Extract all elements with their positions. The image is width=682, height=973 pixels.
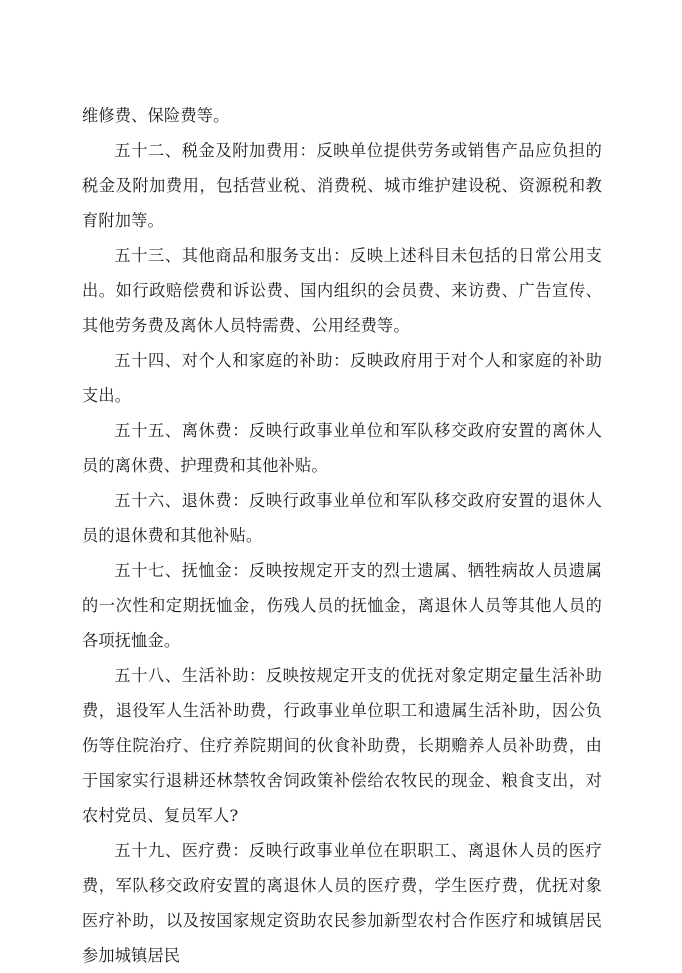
document-body	[82, 98, 602, 973]
paragraph-item-58: 五十八、生活补助：反映按规定开支的优抚对象定期定量生活补助费，退役军人生活补助费，行政事业单位职工和遗属生活补助，因公负伤等住院治疗、住疗养院期间的伙食补助费，长期赡养人员补助费，由于国家实行退耕还林禁牧舍饲政策补偿给农牧民的现金、粮食支出，对农村党员、复员军人?	[82, 666, 602, 825]
paragraph-item-57: 五十七、抚恤金：反映按规定开支的烈士遗属、牺牲病故人员遗属的一次性和定期抚恤金，伤残人员的抚恤金，离退休人员等其他人员的各项抚恤金。	[82, 561, 602, 650]
paragraph-item-55: 五十五、离休费：反映行政事业单位和军队移交政府安置的离休人员的离休费、护理费和其他补贴。	[82, 421, 602, 475]
paragraph-continuation: 维修费、保险费等。	[82, 106, 230, 125]
paragraph-item-59: 五十九、医疗费：反映行政事业单位在职职工、离退休人员的医疗费，军队移交政府安置的离退休人员的医疗费，学生医疗费，优抚对象医疗补助，以及按国家规定资助农民参加新型农村合作医疗和城镇居民参加城镇居民	[82, 841, 602, 965]
paragraph-item-52: 五十二、税金及附加费用：反映单位提供劳务或销售产品应负担的税金及附加费用，包括营业税、消费税、城市维护建设税、资源税和教育附加等。	[82, 141, 602, 230]
paragraph-item-54: 五十四、对个人和家庭的补助：反映政府用于对个人和家庭的补助支出。	[82, 351, 602, 405]
paragraph-item-56: 五十六、退休费：反映行政事业单位和军队移交政府安置的退休人员的退休费和其他补贴。	[82, 491, 602, 545]
paragraph-item-53: 五十三、其他商品和服务支出：反映上述科目未包括的日常公用支出。如行政赔偿费和诉讼费、国内组织的会员费、来访费、广告宣传、其他劳务费及离休人员特需费、公用经费等。	[82, 246, 602, 335]
